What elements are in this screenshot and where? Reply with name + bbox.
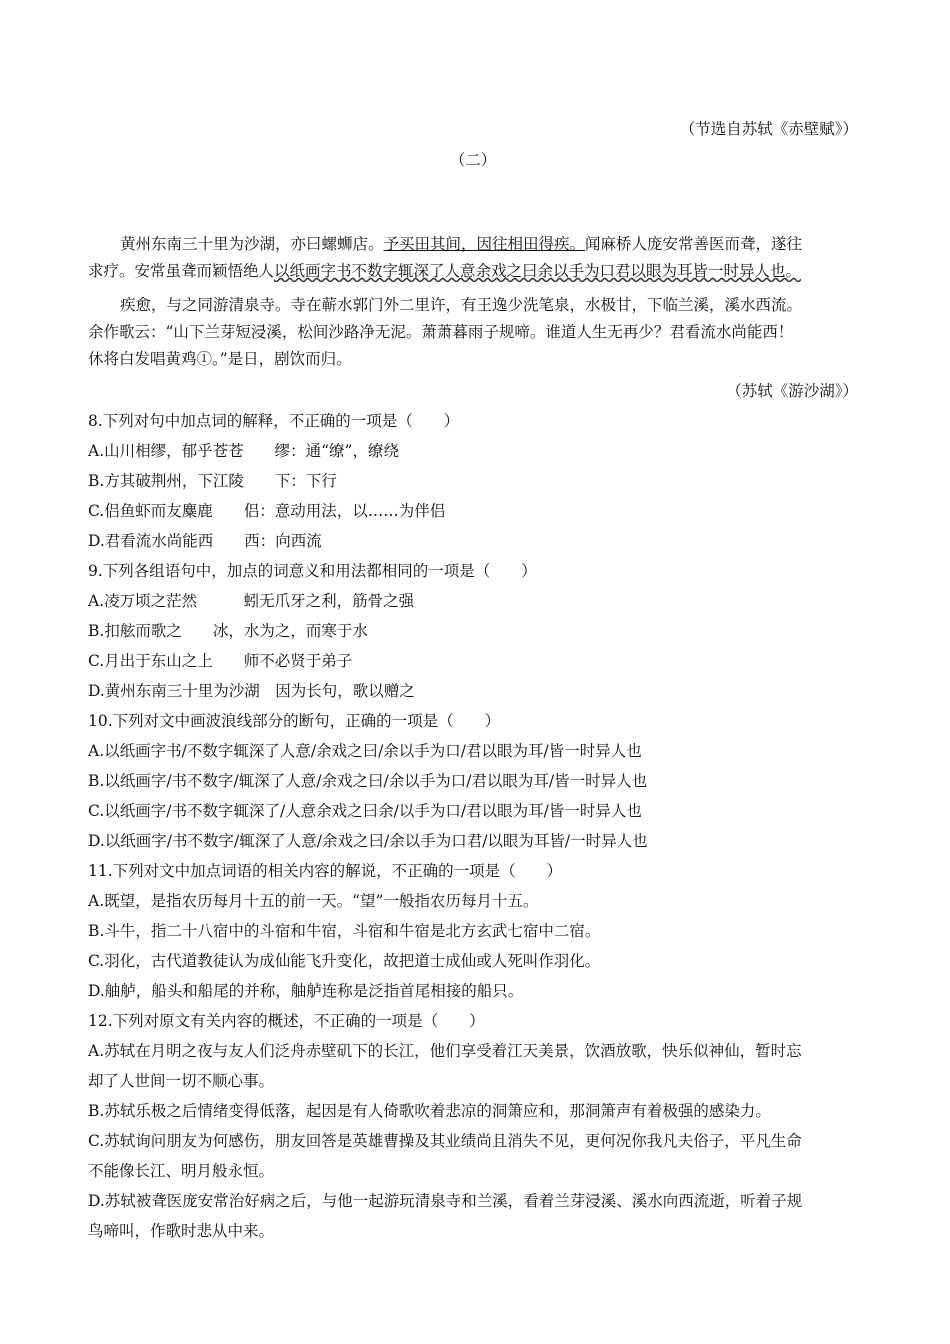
answer-option: B.以纸画字/书不数字/辄深了人意/余戏之曰/余以手为口/君以眼为耳/皆一时异人也 [88,772,648,790]
wavy-underlined-sentence: 以纸画字书不数字辄深了人意余戏之曰余以手为口君以眼为耳皆一时异人也。 [274,262,802,280]
passage-text: 黄州东南三十里为沙湖，亦曰螺蛳店。 [120,235,384,253]
answer-option: A.既望，是指农历每月十五的前一天。“望”一般指农历每月十五。 [88,892,539,910]
source-attribution-2: （苏轼《游沙湖》） [726,382,858,400]
question-stem: 10.下列对文中画波浪线部分的断句，正确的一项是（ ） [88,712,501,730]
answer-option: C.苏轼询问朋友为何感伤，朋友回答是英雄曹操及其业绩尚且消失不见，更何况你我凡夫俗子，平凡生命 [88,1132,802,1150]
passage-line: 休将白发唱黄鸡①。”是日，剧饮而归。 [88,350,352,368]
answer-option: C.月出于东山之上 师不必贤于弟子 [88,652,353,670]
passage-text: 求疗。安常虽聋而颖悟绝人 [88,262,275,280]
section-heading: （二） [449,151,497,169]
question-stem: 12.下列对原文有关内容的概述，不正确的一项是（ ） [88,1012,485,1030]
answer-option: A.以纸画字书/不数字辄深了人意/余戏之曰/余以手为口/君以眼为耳/皆一时异人也 [88,742,642,760]
answer-option: D.君看流水尚能西 西：向西流 [88,532,322,550]
answer-option-continued: 鸟啼叫，作歌时悲从中来。 [88,1222,275,1240]
answer-option: B.扣舷而歌之 冰，水为之，而寒于水 [88,622,368,640]
question-stem: 9.下列各组语句中，加点的词意义和用法都相同的一项是（ ） [88,562,537,580]
answer-option-continued: 不能像长江、明月般永恒。 [88,1162,275,1180]
answer-option: A.山川相缪，郁乎苍苍 缪：通“缭”，缭绕 [88,442,399,460]
source-attribution-1: （节选自苏轼《赤壁赋》） [679,120,858,138]
answer-option: C.羽化，古代道教徒认为成仙能飞升变化，故把道士成仙或人死叫作羽化。 [88,952,601,970]
question-stem: 11.下列对文中加点词语的相关内容的解说，不正确的一项是（ ） [88,862,563,880]
answer-option: B.苏轼乐极之后情绪变得低落，起因是有人倚歌吹着悲凉的洞箫应和，那洞箫声有着极强的感染力。 [88,1102,771,1120]
answer-option: A.苏轼在月明之夜与友人们泛舟赤壁矶下的长江，他们享受着江天美景，饮酒放歌，快乐似神仙，暂时忘 [88,1042,802,1060]
answer-option: B.方其破荆州，下江陵 下：下行 [88,472,337,490]
answer-option: C.以纸画字/书不数字辄深了/人意余戏之曰余/以手为口/君以眼为耳/皆一时异人也 [88,802,642,820]
passage-line: 余作歌云：“山下兰芽短浸溪，松间沙路净无泥。萧萧暮雨子规啼。谁道人生无再少？君看流水尚能西！ [88,323,794,341]
answer-option: D.苏轼被聋医庞安常治好病之后，与他一起游玩清泉寺和兰溪，看着兰芽浸溪、溪水向西流逝，听着子规 [88,1192,803,1210]
passage-line [88,260,858,282]
question-stem: 8.下列对句中加点词的解释，不正确的一项是（ ） [88,412,460,430]
passage-line [88,233,858,255]
passage-text: 闻麻桥人庞安常善医而聋，遂往 [585,235,803,253]
answer-option: D.以纸画字/书不数字/辄深了人意/余戏之曰/余以手为口君/以眼为耳皆/一时异人也 [88,832,648,850]
underlined-sentence: 予买田其间，因往相田得疾。 [383,235,586,253]
answer-option: B.斗牛，指二十八宿中的斗宿和牛宿，斗宿和牛宿是北方玄武七宿中二宿。 [88,922,601,940]
answer-option: A.凌万顷之茫然 蚓无爪牙之利，筋骨之强 [88,592,415,610]
passage-line: 疾愈，与之同游清泉寺。寺在蕲水郭门外二里许，有王逸少洗笔泉，水极甘，下临兰溪，溪水西流。 [120,296,803,314]
answer-option: D.黄州东南三十里为沙湖 因为长句，歌以赠之 [88,682,415,700]
answer-option: C.侣鱼虾而友麋鹿 侣：意动用法，以……为伴侣 [88,502,446,520]
answer-option-continued: 却了人世间一切不顺心事。 [88,1072,275,1090]
answer-option: D.舳舻，船头和船尾的并称，舳舻连称是泛指首尾相接的船只。 [88,982,524,1000]
